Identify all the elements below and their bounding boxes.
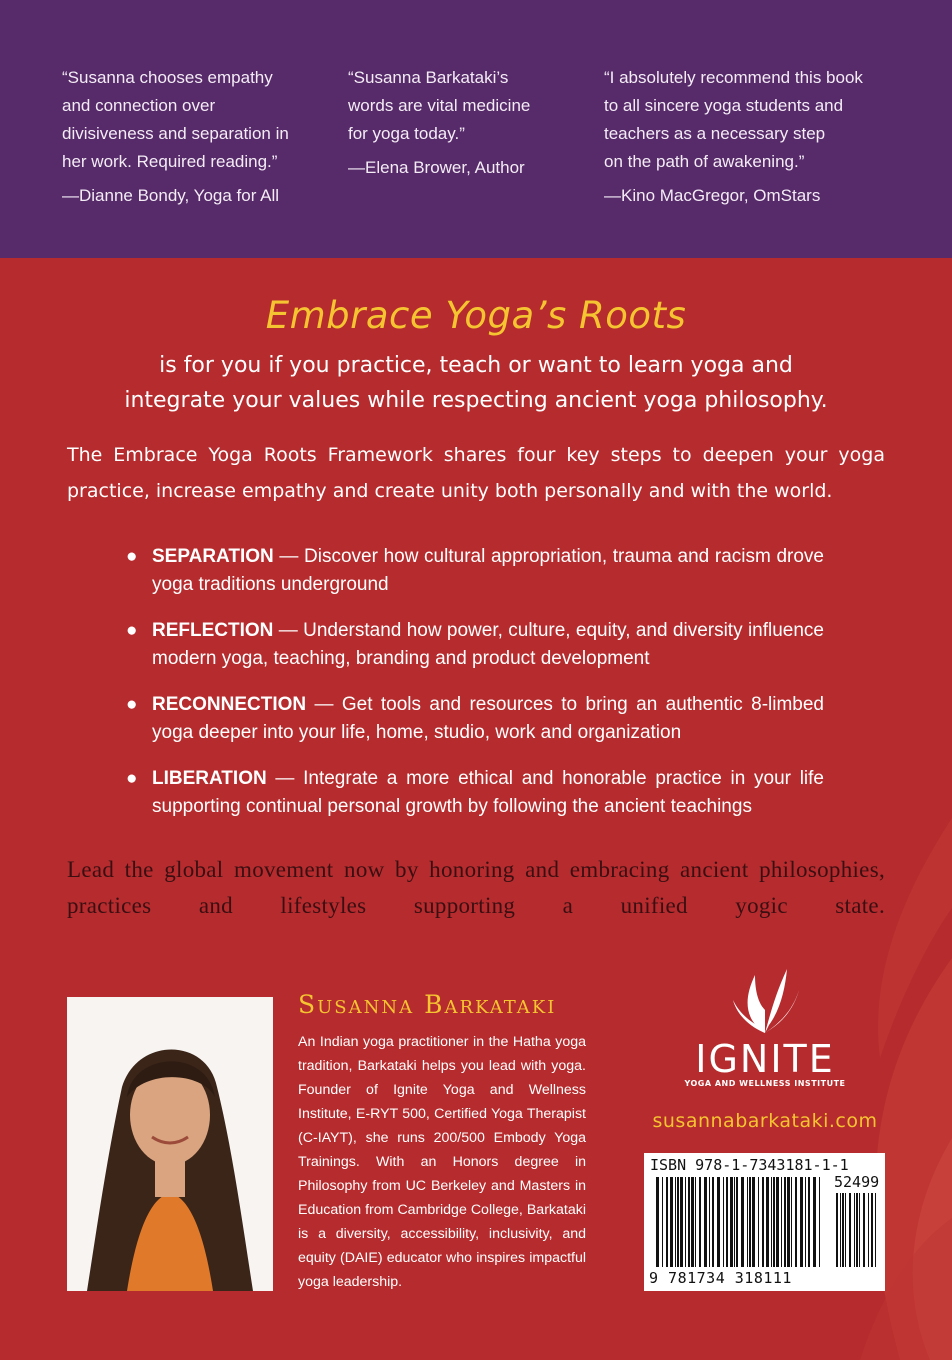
barcode-bar: [836, 1193, 838, 1267]
barcode-bar: [776, 1177, 779, 1267]
list-item: [126, 765, 824, 821]
step-description: — Integrate a more ethical and honorable practice in your life supporting continual personal growth by following the ancient teachings: [152, 768, 824, 817]
barcode-bar: [691, 1177, 694, 1267]
intro-text: is for you if you practice, teach or want to learn yoga and integrate your values while respecting ancient yoga philosophy.: [124, 353, 828, 413]
quote-attribution: —Elena Brower, Author: [348, 158, 525, 177]
barcode-bar: [734, 1177, 735, 1267]
barcode-bar: [849, 1193, 851, 1267]
barcode-bar: [766, 1177, 769, 1267]
barcode-bar: [670, 1177, 673, 1267]
price-code: 52499: [834, 1173, 880, 1191]
barcode-bar: [749, 1177, 751, 1267]
quote-text: “I absolutely recommend this book to all sincere yoga students and teachers as a necessary step on the path of awakening.”: [604, 68, 863, 171]
framework-text: The Embrace Yoga Roots Framework shares four key steps to deepen your yoga practice, increase empathy and create unity both personally and with the world.: [67, 444, 885, 502]
headline: Embrace Yoga’s Roots: [265, 294, 687, 337]
author-photo: [67, 997, 273, 1291]
barcode-bar: [704, 1177, 707, 1267]
barcode-bar: [726, 1177, 728, 1267]
quote-text: “Susanna Barkataki’s words are vital medicine for yoga today.”: [348, 68, 531, 143]
barcode-bar: [677, 1177, 679, 1267]
barcode-bar: [675, 1177, 676, 1267]
barcode-bar: [688, 1177, 690, 1267]
step-description: — Understand how power, culture, equity, and diversity influence modern yoga, teaching, branding and product development: [152, 620, 824, 669]
barcode-bar: [680, 1177, 683, 1267]
barcode-bar: [813, 1177, 816, 1267]
bullet-icon: ●: [126, 694, 138, 715]
barcode-bar: [871, 1193, 873, 1267]
isbn-barcode: [644, 1153, 885, 1291]
bullet-icon: ●: [126, 546, 138, 567]
barcode-bar: [784, 1177, 786, 1267]
barcode-bar: [723, 1177, 724, 1267]
barcode-bar: [859, 1193, 860, 1267]
author-portrait-illustration: [67, 997, 273, 1291]
barcode-bar: [773, 1177, 775, 1267]
barcode-bar: [752, 1177, 755, 1267]
barcode-bar: [771, 1177, 772, 1267]
barcode-bar: [819, 1177, 820, 1267]
barcode-bar: [808, 1177, 810, 1267]
list-item: [126, 691, 824, 747]
barcode-bar: [845, 1193, 846, 1267]
list-item: [126, 543, 824, 599]
author-name: Susanna Barkataki: [298, 990, 557, 1019]
barcode-bar: [741, 1177, 744, 1267]
logo-subtitle: YOGA AND WELLNESS INSTITUTE: [684, 1079, 846, 1088]
barcode-bar: [747, 1177, 748, 1267]
flame-feather-icon: [725, 965, 805, 1035]
endorsement-quote-1: [62, 64, 322, 210]
barcode-bar: [662, 1177, 663, 1267]
step-term: SEPARATION: [152, 546, 274, 567]
barcode-bar: [666, 1177, 668, 1267]
barcode-bar: [800, 1177, 803, 1267]
step-description: — Discover how cultural appropriation, trauma and racism drove yoga traditions underground: [152, 546, 824, 595]
barcode-bar: [856, 1193, 858, 1267]
endorsement-quote-2: [348, 64, 578, 182]
website-url: susannabarkataki.com: [652, 1110, 878, 1132]
step-description: — Get tools and resources to bring an authentic 8-limbed yoga deeper into your life, home, studio, work and organization: [152, 694, 824, 743]
barcode-bar: [730, 1177, 733, 1267]
barcode-bar: [842, 1193, 844, 1267]
bullet-icon: ●: [126, 768, 138, 789]
barcode-bar: [840, 1193, 841, 1267]
logo-name: IGNITE: [695, 1037, 835, 1081]
step-term: LIBERATION: [152, 768, 267, 789]
quote-attribution: —Dianne Bondy, Yoga for All: [62, 186, 280, 205]
barcode-bar: [795, 1177, 797, 1267]
barcode-bar: [699, 1177, 701, 1267]
barcode-bar: [709, 1177, 710, 1267]
endorsement-quote-3: [604, 64, 904, 210]
barcode-bar: [875, 1193, 876, 1267]
barcode-bar: [712, 1177, 714, 1267]
barcode-bar: [805, 1177, 806, 1267]
barcode-bar: [762, 1177, 764, 1267]
step-term: REFLECTION: [152, 620, 274, 641]
barcode-bar: [863, 1193, 865, 1267]
ignite-logo: [680, 965, 850, 1088]
barcode-bar: [854, 1193, 855, 1267]
barcode-bar: [717, 1177, 720, 1267]
steps-list: [126, 543, 824, 839]
barcode-bar: [695, 1177, 696, 1267]
barcode-bar: [781, 1177, 782, 1267]
barcode-bar: [685, 1177, 686, 1267]
list-item: [126, 617, 824, 673]
isbn-label: ISBN 978-1-7343181-1-1: [650, 1156, 849, 1174]
isbn-digits: 9 781734 318111: [649, 1269, 792, 1287]
barcode-bar: [868, 1193, 869, 1267]
barcode-bar: [656, 1177, 659, 1267]
step-term: RECONNECTION: [152, 694, 307, 715]
call-to-action-text: Lead the global movement now by honoring and embracing ancient philosophies, practices and lifestyles supporting a unified yogic state.: [67, 857, 885, 918]
bullet-icon: ●: [126, 620, 138, 641]
quote-attribution: —Kino MacGregor, OmStars: [604, 186, 821, 205]
barcode-bar: [736, 1177, 738, 1267]
quote-text: “Susanna chooses empathy and connection over divisiveness and separation in her work. Required reading.”: [62, 68, 289, 171]
barcode-bar: [758, 1177, 759, 1267]
author-bio: An Indian yoga practitioner in the Hatha yoga tradition, Barkataki helps you lead with yoga. Founder of Ignite Yoga and Wellness Institute, E-RYT 500, Certified Yoga Therapist (C-IAYT), she runs 200/500 Embody Yoga Trainings. With an Honors degree in Philosophy from UC Berkeley and Masters in Education from Cambridge College, Barkataki is a diversity, accessibility, inclusivity, and equity (DAIE) educator who inspires impactful yoga leadership.: [298, 1034, 586, 1290]
barcode-bar: [787, 1177, 790, 1267]
barcode-bar: [791, 1177, 792, 1267]
